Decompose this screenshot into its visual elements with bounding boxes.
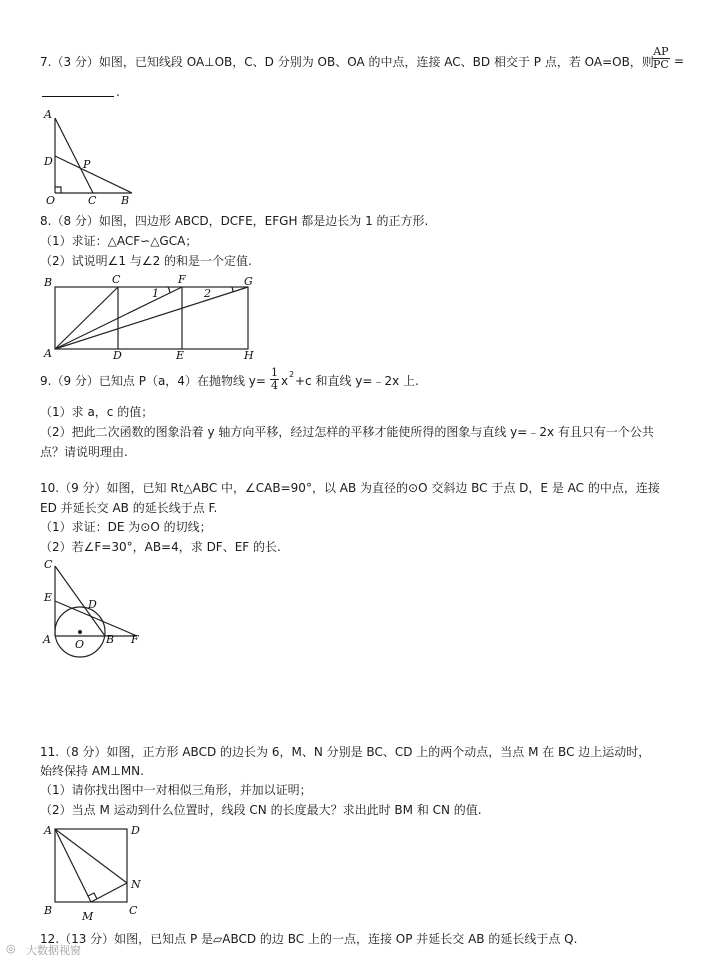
q8-label-B: B (44, 276, 53, 289)
q9-frac-den: 4 (271, 379, 278, 392)
q11-seg-AN (55, 829, 127, 883)
watermark-logo: ◎ (6, 942, 16, 955)
q11-stem-l2: 始终保持 AM⊥MN. (40, 764, 144, 778)
q9-stem-sup: 2 (289, 370, 295, 379)
q9-part2-l2: 点？请说明理由. (40, 445, 128, 459)
q8-stem: 8.（8 分）如图，四边形 ABCD，DCFE，EFGH 都是边长为 1 的正方形. (40, 214, 429, 228)
watermark-text: 大数据视窗 (26, 944, 81, 957)
q8-label-F: F (178, 273, 186, 286)
q10-part1: （1）求证：DE 为⊙O 的切线； (40, 520, 212, 534)
q8-label-A: A (44, 347, 52, 360)
q8-label-angle1: 1 (152, 287, 159, 300)
q8-label-G: G (244, 275, 253, 288)
q9-frac-num: 1 (271, 366, 278, 379)
q11-square (55, 829, 127, 902)
q11-label-M: M (82, 910, 94, 923)
q10-part2: （2）若∠F=30°，AB=4，求 DF、EF 的长. (40, 540, 281, 554)
q7-stem: 7.（3 分）如图，已知线段 OA⊥OB，C、D 分别为 OB、OA 的中点，连接 AC、BD 相交于 P 点，若 OA=OB，则 (40, 55, 654, 69)
q10-label-A: A (43, 633, 51, 646)
q9-stem-a: 9.（9 分）已知点 P（a，4）在抛物线 y= (40, 374, 266, 388)
q7-frac-den: PC (653, 58, 669, 71)
q11-seg-MN (91, 883, 127, 902)
q10-label-B: B (106, 633, 115, 646)
q9-part2-l1: （2）把此二次函数的图象沿着 y 轴方向平移，经过怎样的平移才能使所得的图象与直线 y=﹣2x 有且只有一个公共 (40, 425, 654, 439)
q9-part1: （1）求 a，c 的值； (40, 405, 154, 419)
q7-label-O: O (46, 194, 56, 207)
q7-label-P: P (83, 158, 91, 171)
q11-label-D: D (131, 824, 140, 837)
q10-label-C: C (44, 558, 53, 571)
q12-stem: 12.（13 分）如图，已知点 P 是▱ABCD 的边 BC 上的一点，连接 OP 并延长交 AB 的延长线于点 Q. (40, 932, 578, 946)
q7-label-B: B (121, 194, 130, 207)
q7-frac-num: AP (653, 45, 669, 58)
q10-label-F: F (131, 633, 139, 646)
q7-label-C: C (88, 194, 97, 207)
q8-label-C: C (112, 273, 121, 286)
q8-label-E: E (176, 349, 185, 362)
q9-stem-x: x (281, 374, 289, 388)
q10-label-E: E (44, 591, 53, 604)
q11-part1: （1）请你找出图中一对相似三角形，并加以证明； (40, 783, 312, 797)
q9-stem-c: +c 和直线 y=﹣2x 上. (295, 374, 419, 388)
q10-stem-l2: ED 并延长交 AB 的延长线于点 F. (40, 501, 218, 515)
q8-label-angle2: 2 (204, 287, 211, 300)
q7-end-dot: . (116, 85, 120, 99)
q7-label-A: A (44, 108, 52, 121)
q7-frac-eq: = (674, 54, 685, 68)
q11-label-N: N (131, 878, 141, 891)
q10-label-O: O (75, 638, 85, 651)
q7-label-D: D (44, 155, 53, 168)
q8-label-D: D (113, 349, 122, 362)
q11-part2: （2）当点 M 运动到什么位置时，线段 CN 的长度最大？求出此时 BM 和 CN 的值. (40, 803, 482, 817)
q11-stem-l1: 11.（8 分）如图，正方形 ABCD 的边长为 6，M、N 分别是 BC、CD 上的两个动点，当点 M 在 BC 边上运动时， (40, 745, 651, 759)
q8-part2: （2）试说明∠1 与∠2 的和是一个定值. (40, 254, 252, 268)
q10-stem-l1: 10.（9 分）如图，已知 Rt△ABC 中，∠CAB=90°，以 AB 为直径的⊙O 交斜边 BC 于点 D，E 是 AC 的中点，连接 (40, 481, 660, 495)
q11-label-B: B (44, 904, 53, 917)
q10-label-D: D (88, 598, 97, 611)
q11-label-C: C (129, 904, 138, 917)
q8-part1: （1）求证：△ACF∽△GCA； (40, 234, 198, 248)
q11-label-A: A (44, 824, 52, 837)
q8-label-H: H (244, 349, 254, 362)
q11-seg-AM (55, 829, 91, 902)
